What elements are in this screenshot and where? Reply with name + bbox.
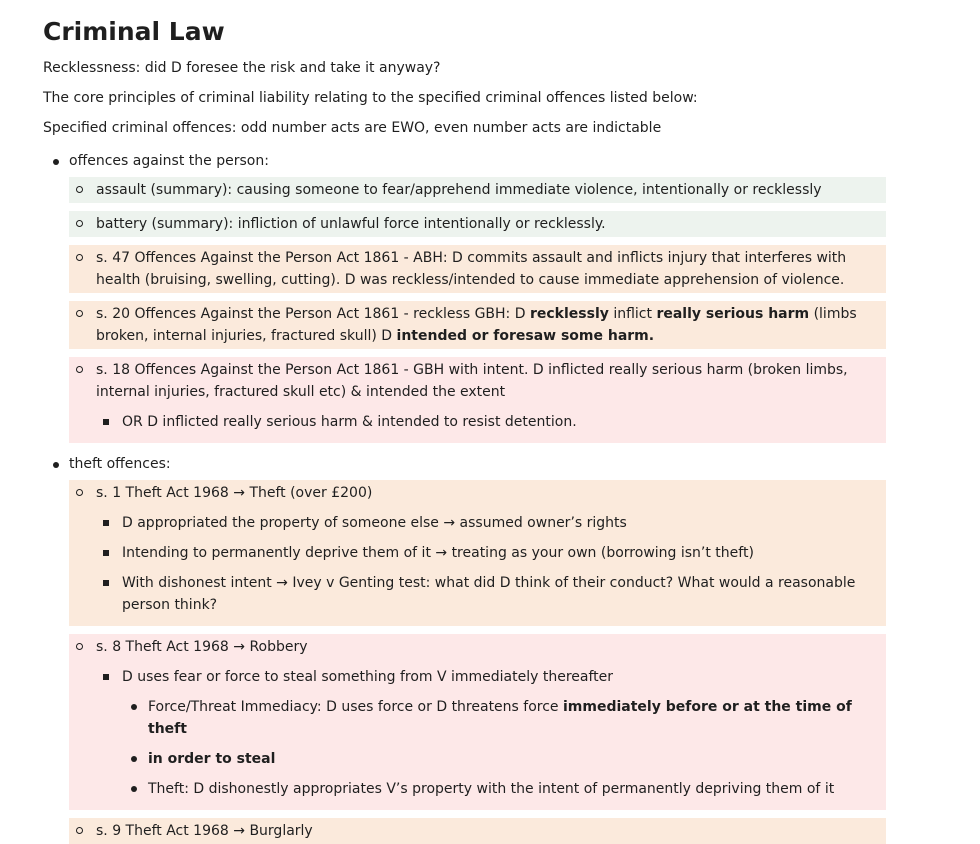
list-item — [96, 572, 886, 616]
square-bullet-icon — [103, 674, 109, 680]
specified-offences-paragraph: Specified criminal offences: odd number acts are EWO, even number acts are indictable — [43, 120, 662, 136]
circle-bullet-icon — [76, 489, 83, 496]
square-bullet-icon — [103, 419, 109, 425]
circle-bullet-icon — [76, 254, 83, 261]
circle-bullet-icon — [76, 186, 83, 193]
principles-paragraph: The core principles of criminal liability relating to the specified criminal offences listed below: — [43, 90, 698, 106]
s18-sublist — [96, 411, 886, 433]
robbery-theft-text: Theft: D dishonestly appropriates V’s property with the intent of permanently depriving them of it — [148, 781, 835, 797]
robbery-sublist — [96, 666, 886, 800]
burglary-item — [69, 818, 886, 844]
force-text-a: Force/Threat Immediacy: D uses force or D threatens force — [148, 699, 563, 715]
battery-item — [69, 211, 886, 237]
assault-text: assault (summary): causing someone to fear/apprehend immediate violence, intentionally or recklessly — [96, 182, 822, 198]
s20-bold-recklessly: recklessly — [529, 306, 609, 322]
disc-bullet-icon — [131, 704, 137, 710]
circle-bullet-icon — [76, 310, 83, 317]
square-bullet-icon — [103, 520, 109, 526]
robbery-text: s. 8 Theft Act 1968 → Robbery — [96, 639, 308, 655]
s20-bold-harm: really serious harm — [656, 306, 810, 322]
theft-s1-sublist — [96, 512, 886, 616]
person-heading: offences against the person: — [69, 153, 269, 169]
theft-appropriated-text: D appropriated the property of someone else → assumed owner’s rights — [122, 515, 627, 531]
force-bold: immediately before or at the time of theft — [148, 699, 852, 737]
theft-s1-text: s. 1 Theft Act 1968 → Theft (over £200) — [96, 485, 373, 501]
circle-bullet-icon — [76, 366, 83, 373]
theft-intending-text: Intending to permanently deprive them of it → treating as your own (borrowing isn’t theft) — [122, 545, 754, 561]
s18-item — [69, 357, 886, 443]
offence-list — [43, 148, 859, 844]
s20-bold-intent: intended or foresaw some harm. — [396, 328, 655, 344]
s20-text-a: s. 20 Offences Against the Person Act 1861 - reckless GBH: D — [96, 306, 530, 322]
s18-sub-text: OR D inflicted really serious harm & intended to resist detention. — [122, 414, 577, 430]
robbery-sub-text: D uses fear or force to steal something from V immediately thereafter — [122, 669, 614, 685]
recklessness-paragraph: Recklessness: did D foresee the risk and take it anyway? — [43, 60, 441, 76]
square-bullet-icon — [103, 550, 109, 556]
circle-bullet-icon — [76, 220, 83, 227]
list-item — [122, 696, 886, 740]
list-item — [96, 411, 886, 433]
disc-bullet-icon — [131, 786, 137, 792]
circle-bullet-icon — [76, 827, 83, 834]
list-item — [122, 748, 886, 770]
disc-bullet-icon — [53, 159, 59, 165]
theft-heading: theft offences: — [69, 456, 171, 472]
s20-text-d: (limbs broken, internal injuries, fractured skull) D — [96, 306, 857, 344]
list-item-person — [43, 148, 859, 443]
disc-bullet-icon — [131, 756, 137, 762]
battery-text: battery (summary): infliction of unlawful force intentionally or recklessly. — [96, 216, 606, 232]
robbery-detail-list — [122, 696, 886, 800]
list-item — [96, 512, 886, 534]
theft-dishonest-text: With dishonest intent → Ivey v Genting test: what did D think of their conduct? What would a reasonable person think? — [122, 575, 856, 613]
assault-item — [69, 177, 886, 203]
s20-item — [69, 301, 886, 349]
square-bullet-icon — [103, 580, 109, 586]
list-item — [96, 666, 886, 800]
s20-text-c: inflict — [608, 306, 657, 322]
circle-bullet-icon — [76, 643, 83, 650]
abh-text: s. 47 Offences Against the Person Act 1861 - ABH: D commits assault and inflicts injury that interferes with health (bruising, swelling, cutting). D was reckless/intended to cause immediate apprehension of violence. — [96, 250, 847, 288]
in-order-to-steal-text: in order to steal — [148, 751, 276, 767]
burglary-text: s. 9 Theft Act 1968 → Burglarly — [96, 823, 313, 839]
list-item — [96, 542, 886, 564]
page-title: Criminal Law — [43, 17, 225, 46]
s18-text: s. 18 Offences Against the Person Act 1861 - GBH with intent. D inflicted really serious harm (broken limbs, internal injuries, fractured skull etc) & intended the extent — [96, 362, 848, 400]
list-item — [122, 778, 886, 800]
theft-s1-item — [69, 480, 886, 626]
list-item-theft — [43, 451, 859, 844]
disc-bullet-icon — [53, 462, 59, 468]
abh-item — [69, 245, 886, 293]
